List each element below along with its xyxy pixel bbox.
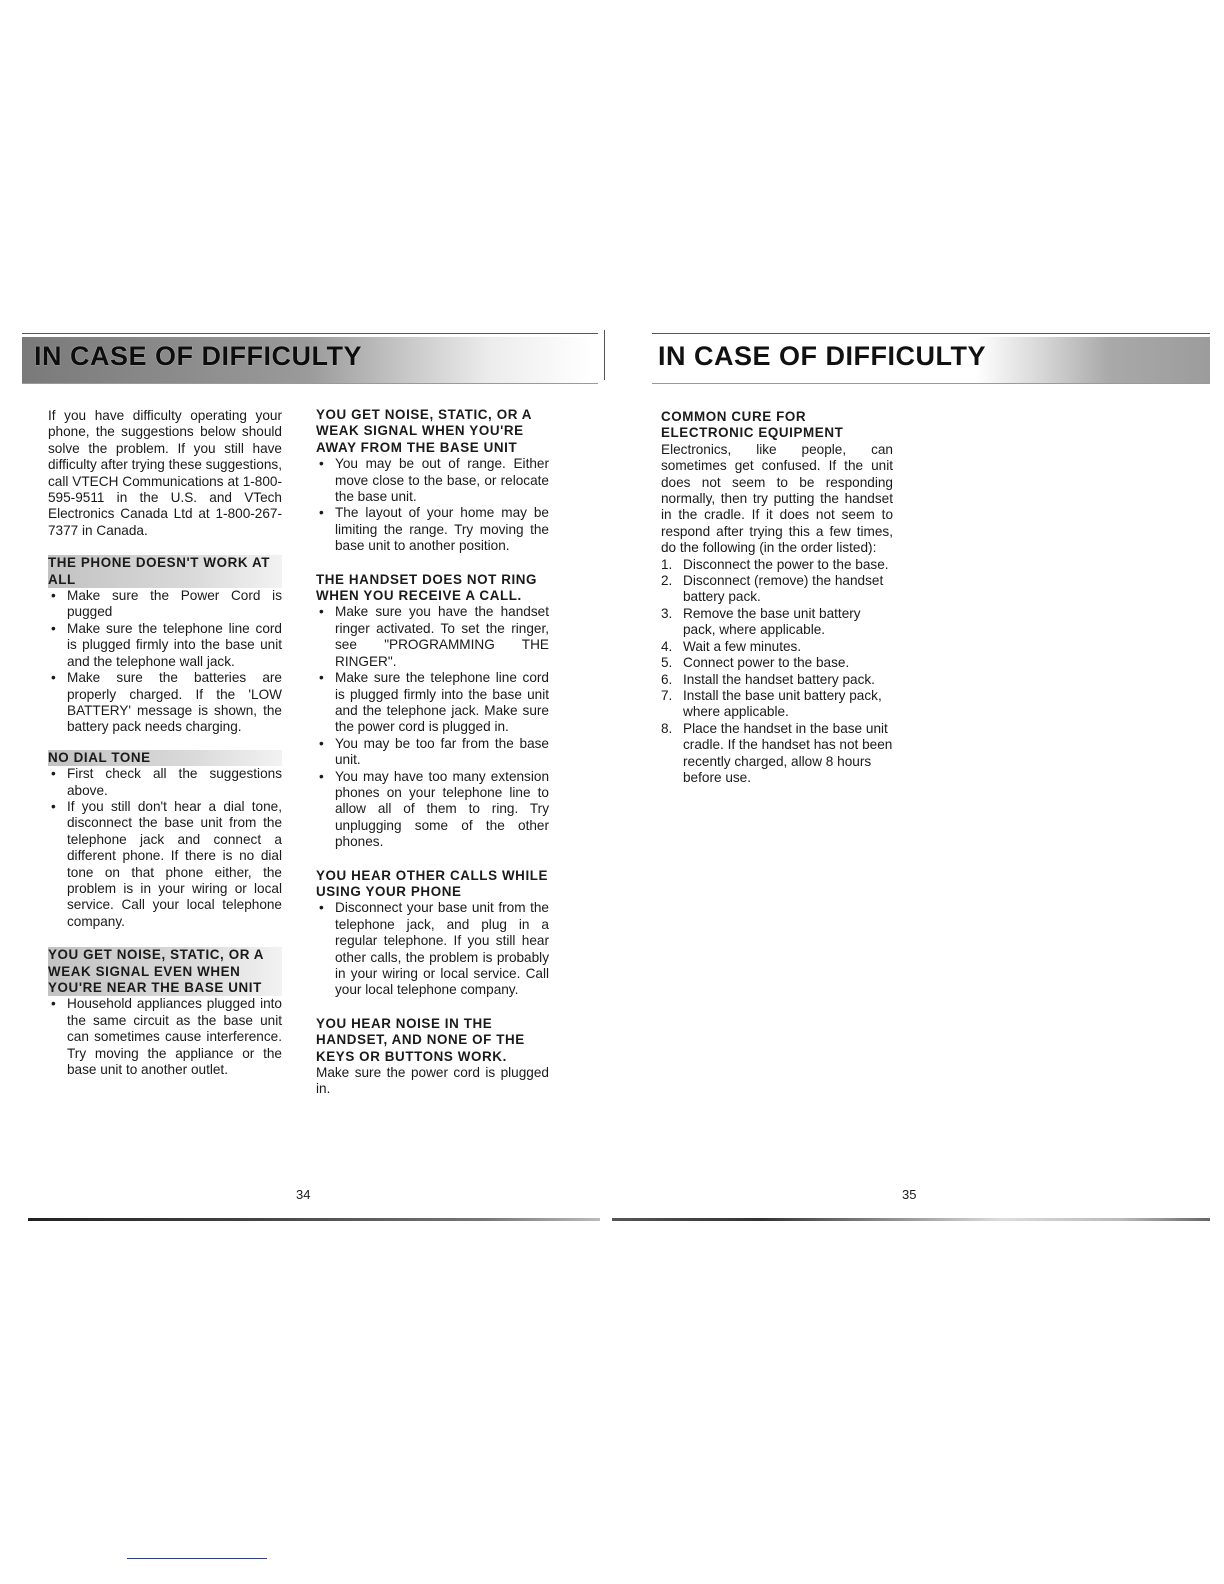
- center-divider: [604, 330, 605, 380]
- top-rule-left: [22, 333, 598, 334]
- page-number-left: 34: [296, 1187, 311, 1202]
- bullet-list: [316, 900, 549, 998]
- numbered-list: [661, 557, 893, 787]
- list-item: • Household appliances plugged into the same circuit as the base unit can sometimes cause interference. Try moving the appliance or the base unit to another outlet.: [48, 996, 282, 1078]
- bullet-list: [316, 456, 549, 554]
- section-heading: THE PHONE DOESN'T WORK AT ALL: [48, 555, 282, 588]
- list-item: 7. Install the base unit battery pack, where applicable.: [661, 687, 882, 720]
- list-item: • Make sure the telephone line cord is plugged firmly into the base unit and the telephone jack. Make sure the power cord is plugged in.: [316, 670, 549, 736]
- bottom-rule-left: [28, 1218, 600, 1221]
- section-heading: NO DIAL TONE: [48, 750, 282, 766]
- list-item: • Make sure you have the handset ringer activated. To set the ringer, see "PROGRAMMING THE RINGER".: [316, 604, 549, 670]
- banner-underline-left: [22, 383, 598, 384]
- intro-paragraph: If you have difficulty operating your phone, the suggestions below should solve the problem. If you still have difficulty after trying these suggestions, call VTECH Communications at 1-800-595-9511 in the U.S. and VTech Electronics Canada Ltd at 1-800-267-7377 in Canada.: [48, 408, 282, 538]
- section-heading: COMMON CURE FOR ELECTRONIC EQUIPMENT: [661, 409, 844, 441]
- list-item: • If you still don't hear a dial tone, disconnect the base unit from the telephone jack and connect a different phone. If there is no dial tone on that phone either, the problem is in your wiring or local service. Call your local telephone company.: [48, 799, 282, 930]
- list-item: • First check all the suggestions above.: [48, 766, 282, 799]
- list-item: 1. Disconnect the power to the base.: [661, 556, 889, 572]
- section-heading: YOU GET NOISE, STATIC, OR A WEAK SIGNAL WHEN YOU'RE AWAY FROM THE BASE UNIT: [316, 407, 532, 455]
- left-banner: [22, 337, 592, 383]
- page-number-right: 35: [902, 1187, 917, 1202]
- link-underline: [127, 1558, 267, 1559]
- bullet-list: [316, 604, 549, 850]
- section-heading: THE HANDSET DOES NOT RING WHEN YOU RECEIVE A CALL.: [316, 571, 538, 604]
- left-banner-title: IN CASE OF DIFFICULTY: [34, 341, 362, 371]
- list-item: 5. Connect power to the base.: [661, 655, 850, 671]
- bottom-rule-right: [612, 1218, 1210, 1221]
- list-item: • Disconnect your base unit from the telephone jack, and plug in a regular telephone. If you still hear other calls, the problem is probably in your wiring or local service. Call your local telephone company.: [316, 900, 549, 998]
- list-item: • You may be out of range. Either move close to the base, or relocate the base unit.: [316, 456, 549, 505]
- bullet-list: [48, 766, 282, 930]
- list-item: 6. Install the handset battery pack.: [661, 671, 875, 687]
- banner-underline-right: [652, 383, 1210, 384]
- section-text: Make sure the power cord is plugged in.: [316, 1065, 549, 1097]
- intro-paragraph: Electronics, like people, can sometimes get confused. If the unit does not seem to be responding normally, then try putting the handset in the cradle. If it does not seem to respond after trying this a few times, do the following (in the order listed):: [661, 441, 893, 556]
- list-item: • Make sure the telephone line cord is plugged firmly into the base unit and the telephone wall jack.: [48, 621, 282, 670]
- right-banner-title: IN CASE OF DIFFICULTY: [658, 341, 986, 371]
- bullet-list: [48, 588, 282, 736]
- list-item: 3. Remove the base unit battery pack, where applicable.: [661, 605, 861, 638]
- list-item: 4. Wait a few minutes.: [661, 638, 802, 654]
- right-banner: [652, 337, 1210, 383]
- section-heading: YOU GET NOISE, STATIC, OR A WEAK SIGNAL EVEN WHEN YOU'RE NEAR THE BASE UNIT: [48, 947, 282, 996]
- list-item: • The layout of your home may be limiting the range. Try moving the base unit to another position.: [316, 505, 549, 554]
- right-column: [661, 409, 893, 786]
- list-item: • You may have too many extension phones on your telephone line to allow all of them to ring. Try unplugging some of the other phones.: [316, 769, 549, 851]
- middle-column: [316, 407, 549, 1098]
- list-item: • You may be too far from the base unit.: [316, 736, 549, 769]
- list-item: • Make sure the Power Cord is pugged: [48, 588, 282, 621]
- bullet-list: [48, 996, 282, 1078]
- left-column: [48, 408, 282, 1078]
- section-heading: YOU HEAR NOISE IN THE HANDSET, AND NONE OF THE KEYS OR BUTTONS WORK.: [316, 1015, 525, 1064]
- section-heading: YOU HEAR OTHER CALLS WHILE USING YOUR PHONE: [316, 867, 549, 899]
- top-rule-right: [652, 333, 1210, 334]
- list-item: • Make sure the batteries are properly charged. If the 'LOW BATTERY' message is shown, the battery pack needs charging.: [48, 670, 282, 736]
- list-item: 2. Disconnect (remove) the handset battery pack.: [661, 573, 884, 605]
- list-item: 8. Place the handset in the base unit cradle. If the handset has not been recently charged, allow 8 hours before use.: [661, 720, 893, 785]
